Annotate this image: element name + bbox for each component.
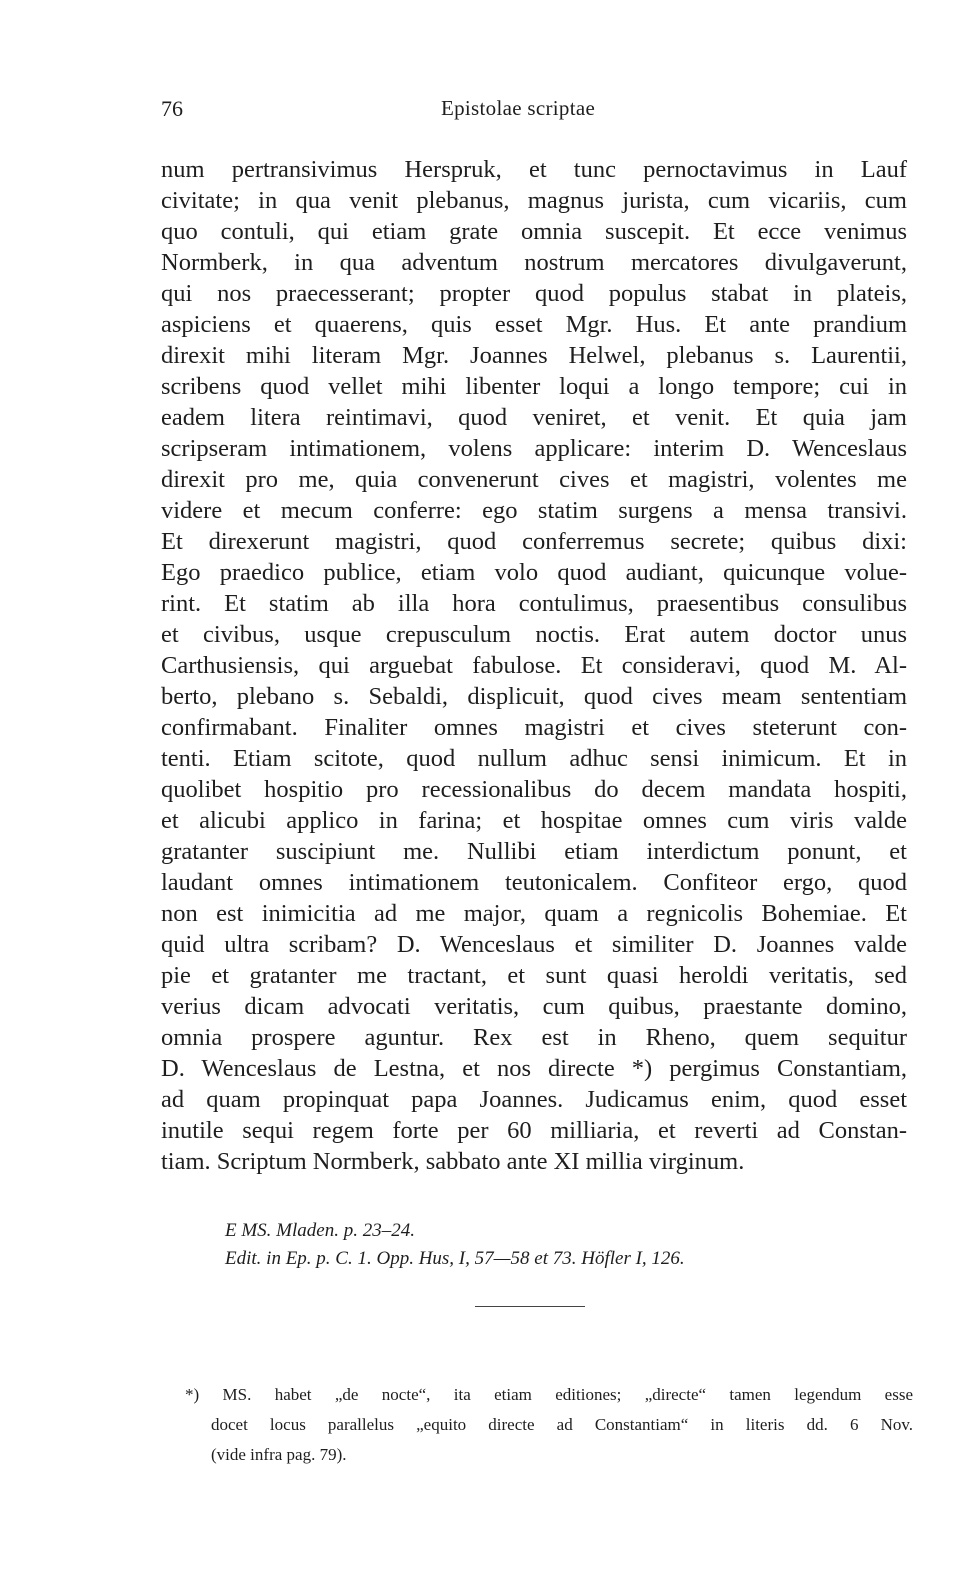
text-line: direxit mihi literam Mgr. Joannes Helwel, plebanus s. Laurentii, (161, 342, 907, 369)
text-line: Carthusiensis, qui arguebat fabulose. Et consideravi, quod M. Al- (161, 652, 907, 679)
text-line: quid ultra scribam? D. Wenceslaus et similiter D. Joannes valde (161, 931, 907, 958)
text-line: aspiciens et quaerens, quis esset Mgr. Hus. Et ante prandium (161, 311, 907, 338)
running-header (161, 96, 907, 124)
footnote-line: (vide infra pag. 79). (211, 1445, 347, 1464)
text-line: verius dicam advocati veritatis, cum quibus, praestante domino, (161, 993, 907, 1020)
footnote-line: *) MS. habet „de nocte“, ita etiam editiones; „directe“ tamen legendum esse (185, 1385, 913, 1404)
text-line: omnia prospere aguntur. Rex est in Rheno, quem sequitur (161, 1024, 907, 1051)
text-line: rint. Et statim ab illa hora contulimus, praesentibus consulibus (161, 590, 907, 617)
text-line: ad quam propinquat papa Joannes. Judicamus enim, quod esset (161, 1086, 907, 1113)
footnote (185, 1380, 913, 1470)
text-line: tiam. Scriptum Normberk, sabbato ante XI millia virginum. (161, 1148, 745, 1175)
text-line: pie et gratanter me tractant, et sunt quasi heroldi veritatis, sed (161, 962, 907, 989)
text-line: et civibus, usque crepusculum noctis. Erat autem doctor unus (161, 621, 907, 648)
edition-references: Edit. in Ep. p. C. 1. Opp. Hus, I, 57—58 et 73. Höfler I, 126. (225, 1248, 685, 1269)
text-line: berto, plebano s. Sebaldi, displicuit, quod cives meam sententiam (161, 683, 907, 710)
text-line: gratanter suscipiunt me. Nullibi etiam interdictum ponunt, et (161, 838, 907, 865)
text-line: non est inimicitia ad me major, quam a regnicolis Bohemiae. Et (161, 900, 907, 927)
text-line: direxit pro me, quia convenerunt cives et magistri, volentes me (161, 466, 907, 493)
text-line: laudant omnes intimationem teutonicalem. Confiteor ergo, quod (161, 869, 907, 896)
text-line: confirmabant. Finaliter omnes magistri et cives steterunt con- (161, 714, 907, 741)
text-line: Et direxerunt magistri, quod conferremus secrete; quibus dixi: (161, 528, 907, 555)
text-line: quolibet hospitio pro recessionalibus do decem mandata hospiti, (161, 776, 907, 803)
text-line: et alicubi applico in farina; et hospitae omnes cum viris valde (161, 807, 907, 834)
running-title: Epistolae scriptae (441, 96, 596, 120)
text-line: tenti. Etiam scitote, quod nullum adhuc sensi inimicum. Et in (161, 745, 907, 772)
text-line: videre et mecum conferre: ego statim surgens a mensa transivi. (161, 497, 907, 524)
text-line: qui nos praecesserant; propter quod populus stabat in plateis, (161, 280, 907, 307)
footnote-line: docet locus parallelus „equito directe ad Constantiam“ in literis dd. 6 Nov. (211, 1415, 913, 1434)
text-line: D. Wenceslaus de Lestna, et nos directe *) pergimus Constantiam, (161, 1055, 907, 1082)
text-line: scribens quod vellet mihi libenter loqui a longo tempore; cui in (161, 373, 907, 400)
text-line: Normberk, in qua adventum nostrum mercatores divulgaverunt, (161, 249, 907, 276)
letter-body (161, 154, 907, 1177)
footnote-divider (475, 1306, 585, 1307)
text-line: scripseram intimationem, volens applicare: interim D. Wenceslaus (161, 435, 907, 462)
text-line: inutile sequi regem forte per 60 milliaria, et reverti ad Constan- (161, 1117, 907, 1144)
text-line: quo contuli, qui etiam grate omnia suscepit. Et ecce venimus (161, 218, 907, 245)
manuscript-source: E MS. Mladen. p. 23–24. (225, 1220, 415, 1241)
text-line: civitate; in qua venit plebanus, magnus jurista, cum vicariis, cum (161, 187, 907, 214)
text-line: num pertransivimus Herspruk, et tunc pernoctavimus in Lauf (161, 156, 907, 183)
text-line: eadem litera reintimavi, quod veniret, et venit. Et quia jam (161, 404, 907, 431)
text-line: Ego praedico publice, etiam volo quod audiant, quicunque volue- (161, 559, 907, 586)
page-number: 76 (161, 96, 183, 121)
